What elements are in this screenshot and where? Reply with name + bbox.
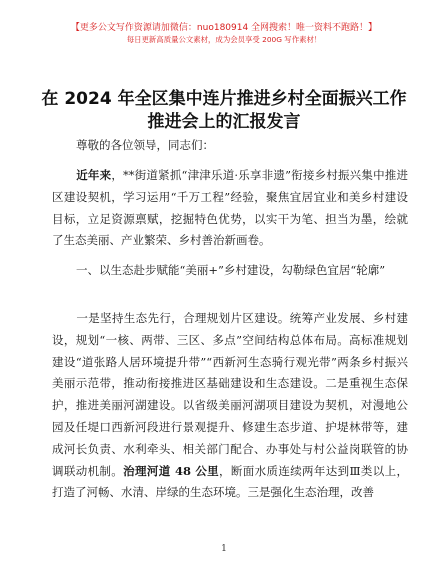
intro-lead: 近年来 bbox=[76, 168, 112, 182]
body-part-1: 一是坚持生态先行，合理规划片区建设。统筹产业发展、乡村建设，规划“一核、两带、三区、多点”空间结构总体布局。高标准规划建设“道张路人居环境提升带”“西新河生态骑行观光带”两条乡村振兴美丽示范带，推动衔接推进区基础建设和生态建设。二是重视生态保护，推进美丽河湖建设。以省级美丽河湖项目建设为契机，对漫地公园及任堤口西新河段进行景观提升、修建生态步道、护堤林带等，建成河长负责、水利牵头、相关部门配合、办事处与村公益岗联管的协调联动机制。 bbox=[52, 311, 408, 478]
document-title-line-2: 推进会上的汇报发言 bbox=[147, 112, 301, 132]
document-title-line-1: 在 2024 年全区集中连片推进乡村全面振兴工作 bbox=[41, 89, 407, 109]
banner-line-1: 【更多公文写作资源请加微信：nuo180914 全网搜索！唯一资料不跑路！】 bbox=[70, 23, 378, 33]
section-heading-1 bbox=[52, 260, 408, 282]
banner-line-2: 每日更新高质量公文素材，成为会员享受 200G 写作素材！ bbox=[126, 35, 322, 44]
greeting: 尊敬的各位领导，同志们： bbox=[76, 138, 214, 152]
paragraph-intro bbox=[52, 165, 408, 252]
body-bold-phrase: 治理河道 48 公里 bbox=[123, 463, 220, 478]
body-part-2: ，断面水质连续两年达到Ⅲ类以上，打造了河畅、水清、岸绿的生态环境。三是强化生态治理，改善 bbox=[52, 463, 409, 500]
header-banner bbox=[0, 22, 448, 46]
intro-body: ，**街道紧抓“津津乐道·乐享非遗”衔接乡村振兴集中推进区建设契机，学习运用“千万工程”经验，聚焦宜居宜业和美乡村建设目标，立足资源禀赋，挖掘特色优势，以实干为笔、担当为墨，绘就了生态美丽、产业繁荣、乡村善治新画卷。 bbox=[52, 168, 408, 248]
section-heading-text: 一、以生态赴步赋能“美丽+”乡村建设，勾勒绿色宜居“轮廓” bbox=[76, 263, 386, 277]
paragraph-body bbox=[52, 308, 408, 504]
page-number: 1 bbox=[221, 544, 227, 554]
